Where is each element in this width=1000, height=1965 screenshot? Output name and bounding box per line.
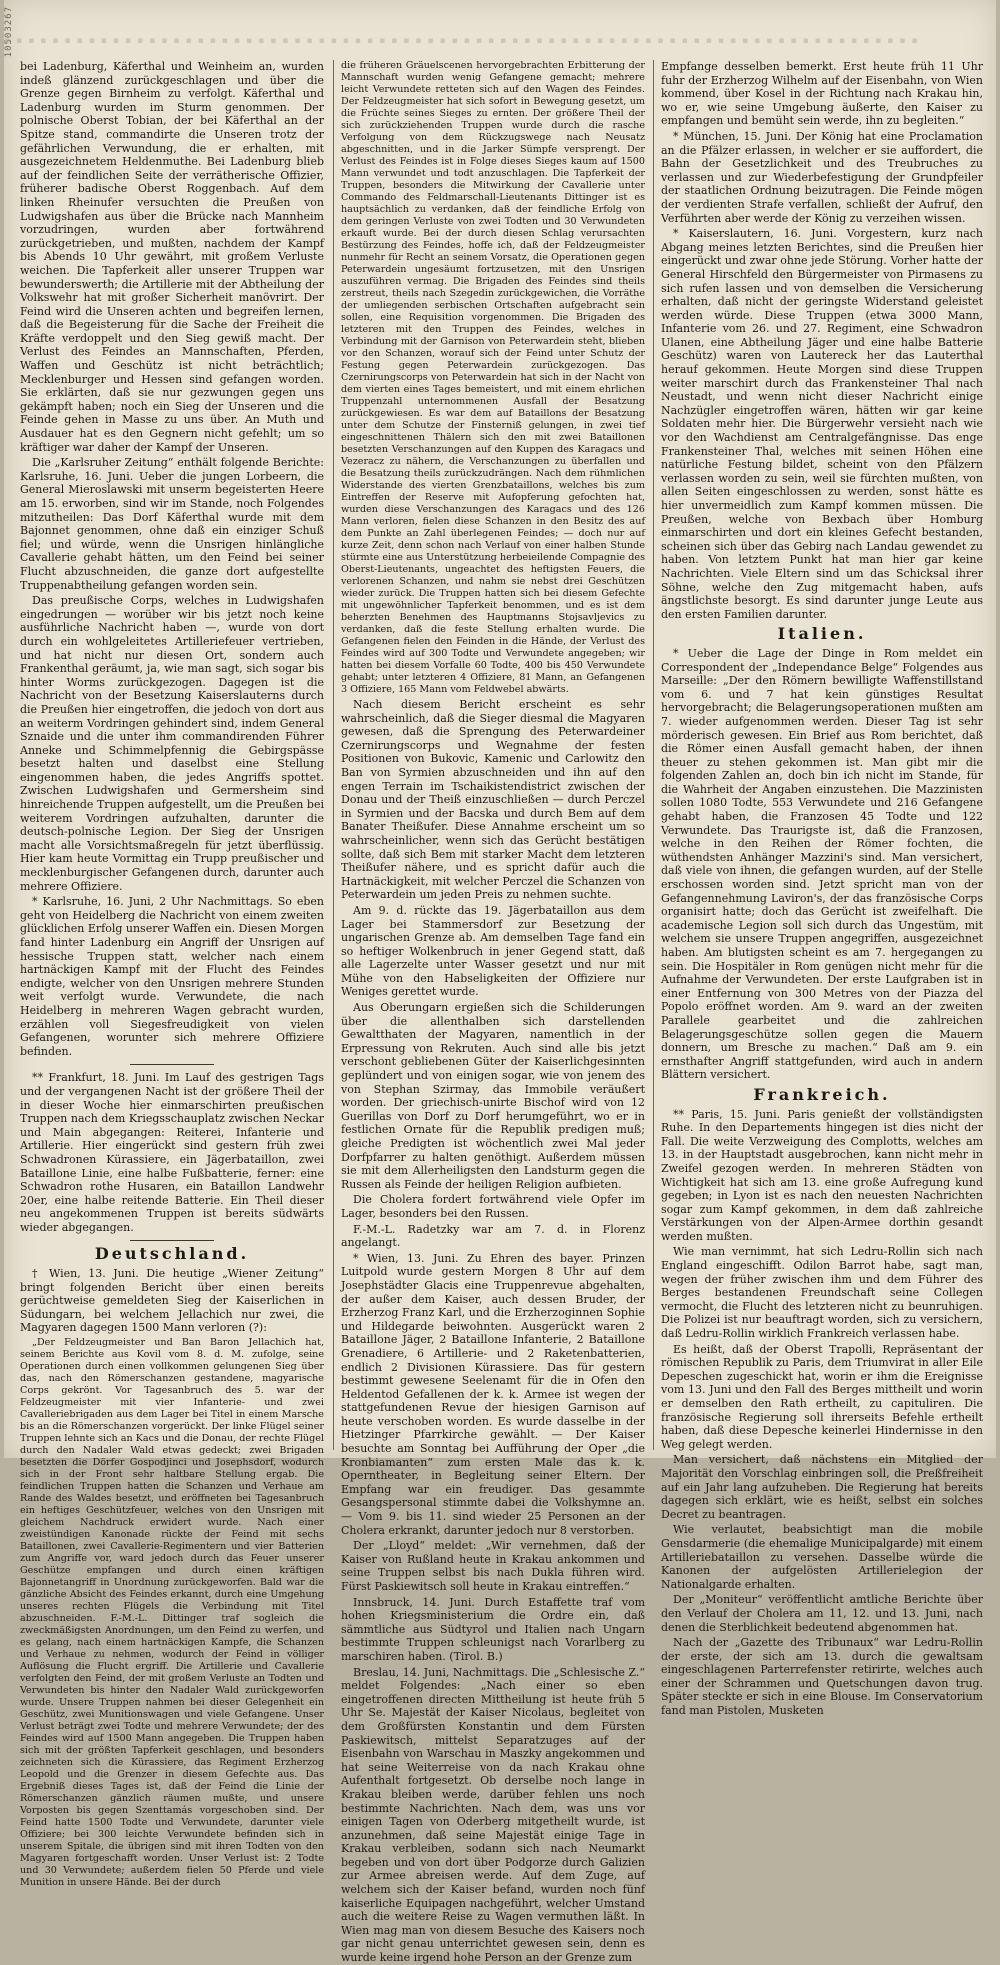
article-paragraph: * Kaiserslautern, 16. Juni. Vorgestern, kurz nach Abgang meines letzten Berichtes, sind die Preußen hier eingerückt und zwar ohne jede Störung. Vorher hatte der General Hirschfeld den Bürgermeister von Pirmasens zu sich rufen lassen und von demselben die Versicherung erhalten, daß nicht der geringste Widerstand geleistet werden würde. Diese Truppen (etwa 3000 Mann, Infanterie vom 26. und 27. Regiment, eine Schwadron Ulanen, eine Abtheilung Jäger und eine halbe Batterie Geschütz) waren von Lautereck her das Lauterthal herauf gekommen. Heute Morgen sind diese Truppen weiter marschirt durch das Frankensteiner Thal nach Neustadt, und wenn nicht dieser Nachricht einige Nachzügler eingetroffen wären, hätten wir gar keine Soldaten mehr hier. Die Bürgerwehr versieht nach wie vor den Wachdienst am Centralgefängnisse. Das enge Frankensteiner Thal, welches mit seinen Höhen eine natürliche Festung bildet, scheint von den Pfälzern verlassen worden zu sein, weil sie fürchten mußten, von allen Seiten eingeschlossen zu werden, sonst hätte es hier unvermeidlich zum Kampf kommen müssen. Die Preußen, welche von Bexbach über Homburg einmarschirten und dort ein kleines Gefecht bestanden, scheinen sich über das Gebirg nach Landau gewendet zu haben. Von letztem Punkt hat man hier gar keine Nachrichten. Viele Eltern sind um das Schicksal ihrer Söhne, welche den Zug mitgemacht haben, aufs ängstlichste besorgt. Es sind darunter junge Leute aus den ersten Familien darunter. — [661, 227, 983, 621]
article-separator — [130, 1064, 214, 1065]
article-paragraph: * Ueber die Lage der Dinge in Rom meldet ein Correspondent der „Independance Belge“ Folgendes aus Marseille: „Der den Römern bewilligte Waffenstillstand vom 6. und 7 hat kein günstiges Resultat hervorgebracht; die Belagerungsoperationen mußten am 7. wieder aufgenommen werden. Dieser Tag ist sehr mörderisch gewesen. Ein Brief aus Rom berichtet, daß die Römer einen Ausfall gemacht haben, der ihnen theuer zu stehen gekommen ist. Man gibt mir die folgenden Zahlen an, doch bin ich nicht im Stande, für die Wahrheit der Angaben einzustehen. Die Mazzinisten sollen 1080 Todte, 553 Verwundete und 216 Gefangene gehabt haben, die Franzosen 45 Todte und 122 Verwundete. Das Traurigste ist, daß die Franzosen, welche in den Reihen der Römer fochten, die wüthendsten Anhänger Mazzini's sind. Man versichert, daß viele von ihnen, die gefangen wurden, auf der Stelle erschossen worden sind. Jetzt spricht man von der Gefangennehmung Laviron's, der das französische Corps organisirt hatte; doch das Gerücht ist zweifelhaft. Die academische Legion soll sich durch das Ungestüm, mit welchem sie unsere Truppen angegriffen, ausgezeichnet haben. Am blutigsten scheint es am 7. hergegangen zu sein. Die Hospitäler in Rom genügen nicht mehr für die Aufnahme der Verwundeten. Der erste Laufgraben ist in einer Entfernung von 300 Metres von der Piazza del Popolo eröffnet worden. Am 9. ward an der zweiten Parallele gearbeitet und die zahlreichen Belagerungsgeschütze sollen gegen die Mauern donnern, um Bresche zu machen.“ Daß am 9. ein ernsthafter Angriff stattgefunden, wird auch in andern Blättern versichert. — [661, 646, 983, 1082]
section-heading: Frankreich. — [753, 1084, 891, 1104]
bleed-through-header: ▪▪▪▪▪▪▪▪▪▪▪▪▪▪▪▪▪▪▪▪▪▪▪▪▪▪▪▪▪▪▪▪▪▪▪▪▪▪▪▪▪▪▪▪▪▪▪▪▪▪▪▪▪▪▪▪▪▪▪▪▪▪▪▪▪▪▪▪▪▪▪▪▪▪▪▪ — [4, 36, 924, 46]
article-paragraph: Breslau, 14. Juni, Nachmittags. Die „Schlesische Z.“ meldet Folgendes: „Nach einer so eben eingetroffenen directen Mittheilung ist heute früh 5 Uhr Se. Majestät der Kaiser Nicolaus, begleitet von dem Großfürsten Konstantin und dem Fürsten Paskiewitsch, mittelst Separatzuges auf der Eisenbahn von Warschau in Maszky angekommen und hat seine Weiterreise von da nach Krakau ohne Aufenthalt fortgesetzt. Ob derselbe noch lange in Krakau bleiben werde, darüber fehlen uns noch bestimmte Nachrichten. Nach dem, was uns vor einigen Tagen von Oderberg mitgetheilt wurde, ist anzunehmen, daß seine Majestät einige Tage in Krakau verbleiben, sodann sich nach Neumarkt begeben und von dort über Podgorze durch Galizien zur Armee abreisen werde. Auf dem Zuge, auf welchem sich der Kaiser befand, wurden noch fünf kaiserliche Equipagen nachgeführt, welcher Umstand auch die weitere Reise zu Wagen vermuthen läßt. In Wien mag man von diesem Besuche des Kaisers noch gar nicht genau unterrichtet gewesen sein, denn es wurde keine irgend hohe Person an der Grenze zum — [341, 1665, 645, 1965]
section-heading: Italien. — [777, 624, 867, 644]
article-paragraph: ** Paris, 15. Juni. Paris genießt der vollständigsten Ruhe. In den Departements hingegen ist dies nicht der Fall. Die weite Verzweigung des Complotts, welches am 13. in der Hauptstadt ausgebrochen, kann nicht mehr in Zweifel gezogen werden. In mehreren Städten von Wichtigkeit hat sich am 13. eine große Aufregung kund gegeben; in Lyon ist es nach den neuesten Nachrichten sogar zum Kampf gekommen, in dem daß zahlreiche Verstärkungen von der Alpen-Armee dorthin gesandt werden mußten. — [661, 1107, 983, 1243]
article-paragraph: * München, 15. Juni. Der König hat eine Proclamation an die Pfälzer erlassen, in welcher er sie auffordert, die Bahn der Gesetzlichkeit und des Treubruches zu verlassen und zur Wiederbefestigung der Grundpfeiler der staatlichen Ordnung beizutragen. Die Feinde mögen der verdienten Strafe verfallen, schließt der Aufruf, den Verführten aber werde der König zu verzeihen wissen. — [661, 129, 983, 225]
article-paragraph: Nach diesem Bericht erscheint es sehr wahrscheinlich, daß die Sieger diesmal die Magyaren gewesen, daß die Sprengung des Peterwardeiner Czernirungscorps und Wegnahme der festen Positionen von Bukovic, Kamenic und Carlowitz den Ban von Syrmien abzuschneiden und ihn auf den engen Terrain im Tschaikistendistrict zwischen der Donau und der Theiß einzuschließen — durch Perczel in Syrmien und der Bacska und durch Bem auf dem Banater Theißufer. Diese Annahme erscheint um so wahrscheinlicher, wenn sich das Gerücht bestätigen sollte, daß sich Bem mit starker Macht dem letzteren Theißufer nähere, und es spricht dafür auch die Hartnäckigkeit, mit welcher Perczel die Schanzen von Peterwardein um jeden Preis zu nehmen suchte. — [341, 698, 645, 902]
article-paragraph: Aus Oberungarn ergießen sich die Schilderungen über die allenthalben sich darstellenden Gewaltthaten der Magyaren, namentlich in der Erpressung von Rekruten. Auch sind alle bis jetzt verschont gebliebenen Güter der Kaiserlichgesinnten geplündert und von einigen sogar, wie von jenem des von Stephan Szirmay, das Immobile veräußert worden. Der griechisch-unirte Bischof wird von 12 Guerillas von Dorf zu Dorf herumgeführt, wo er in festlichen Ornate für die Republik predigen muß; gleiche Predigten ist wöchentlich zwei Mal jeder Dorfpfarrer zu halten genöthigt. Außerdem müssen sie mit dem Allerheiligsten den Landsturm gegen die Russen als Feinde der heiligen Religion aufbieten. — [341, 1001, 645, 1191]
article-separator — [130, 1240, 214, 1241]
article-paragraph: Es heißt, daß der Oberst Trapolli, Repräsentant der römischen Republik zu Paris, dem Triumvirat in aller Eile Depeschen zugeschickt hat, worin er ihm die Ereignisse vom 13. Juni und den Fall des Berges mittheilt und worin er demselben den Rath ertheilt, zu capituliren. Die französische Regierung soll ihrerseits Befehle ertheilt haben, daß diese Depesche keinerlei Hindernisse in den Weg gelegt werden. — [661, 1342, 983, 1451]
article-paragraph: Nach der „Gazette des Tribunaux“ war Ledru-Rollin der erste, der sich am 13. durch die gewaltsam eingeschlagenen Parterrefenster retirirte, welches auch einer der Schrammen und Quetschungen davon trug. Später steckte er sich in eine Blouse. Im Conservatorium fand man Pistolen, Musketen — [661, 1636, 983, 1718]
column-rule — [333, 60, 334, 1450]
article-paragraph: Wie verlautet, beabsichtigt man die mobile Gensdarmerie (die ehemalige Municipalgarde) mit einem Artilleriebataillon zu versehen. Dasselbe würde die Kanonen der aufgelösten Artillerielegion der Nationalgarde erhalten. — [661, 1523, 983, 1591]
article-paragraph: * Karlsruhe, 16. Juni, 2 Uhr Nachmittags. So eben geht von Heidelberg die Nachricht von einem zweiten glücklichen Erfolg unserer Waffen ein. Diesen Morgen fand hinter Ladenburg ein Angriff der Unsrigen auf hessische Truppen statt, welcher nach einem hartnäckigen Kampf mit der Flucht des Feindes endigte, welcher von den Unsrigen mehrere Stunden weit verfolgt wurde. Verwundete, die nach Heidelberg in mehreren Wagen gebracht wurden, erzählen voll Siegesfreudigkeit von vielen Gefangenen, worunter sich mehrere Offiziere befinden. — [20, 895, 325, 1058]
article-paragraph: Der „Lloyd“ meldet: „Wir vernehmen, daß der Kaiser von Rußland heute in Krakau ankommen und seine Truppen selbst bis nach Dukla führen wird. Fürst Paskiewitsch soll heute in Krakau eintreffen.“ — [341, 1539, 645, 1593]
article-paragraph: F.-M.-L. Radetzky war am 7. d. in Florenz angelangt. — [341, 1222, 645, 1250]
article-paragraph: Die „Karlsruher Zeitung“ enthält folgende Berichte: Karlsruhe, 16. Juni. Ueber die jungen Lorbeern, die General Mieroslawski mit unserm begeisterten Heere am 15. erworben, sind wir im Stande, noch Folgendes mitzutheilen: Das Dorf Käferthal wurde mit dem Bajonnet genommen, ohne daß ein einziger Schuß fiel; und würde, wenn die Unsrigen hinlängliche Cavallerie gehabt hätten, um den Feind bei seiner Flucht abzuschneiden, die ganze dort aufgestellte Truppenabtheilung gefangen worden sein. — [20, 456, 324, 592]
article-paragraph: „Der Feldzeugmeister und Ban Baron Jellachich hat, seinem Berichte aus Kovil vom 8. d. M. zufolge, seine Operationen durch einen vollkommen gelungenen Sieg über das, nach den Römerschanzen gestandene, magyarische Corps gekrönt. Vor Tagesanbruch des 5. war der Feldzeugmeister mit vier Infanterie- und zwei Cavalleriebrigaden aus dem Lager bei Titel in einem Marsche bis an die Römerschanzen vorgerückt. Der linke Flügel seiner Truppen lehnte sich an Kacs und die Donau, der rechte Flügel durch den Nadaler Wald etwas gedeckt; zwei Brigaden besetzten die Dörfer Gospodjinci und Josephsdorf, wodurch sich in der Front sehr haltbare Stellung ergab. Die feindlichen Truppen hatten die Schanzen und Verhaue am Rande des Waldes besetzt, und eröffneten bei Tagesanbruch ein heftiges Geschützfeuer, welches von den Unsrigen mit gleichem Nachdruck erwidert wurde. Nach einer zweistündigen Kanonade rückte der Feind mit sechs Bataillonen, zwei Cavallerie-Regimentern und vier Batterien zum Angriffe vor, ward jedoch durch das Feuer unserer Geschütze empfangen und durch einen kräftigen Bajonnetangriff in Unordnung zurückgeworfen. Bald war die gänzliche Absicht des Feindes erkannt, durch eine Umgehung unseres rechten Flügels die Verbindung mit Titel abzuschneiden. F.-M.-L. Dittinger traf sogleich die zweckmäßigsten Anordnungen, um den Feind zu werfen, und es gelang, nach einem hartnäckigen Kampfe, die Schanzen und Verhaue zu nehmen, wodurch der Feind in völliger Auflösung die Flucht ergriff. Die Artillerie und Cavallerie verfolgten den Feind, der mit großem Verluste an Todten und Verwundeten bis hinter den Nadaler Wald zurückgeworfen wurde. Unsere Truppen nahmen bei dieser Gelegenheit ein Geschütz, zwei Munitionswagen und viele Gefangene. Unser Verlust beträgt zwei Todte und mehrere Verwundete; der des Feindes wird auf 1500 Mann angegeben. Die Truppen haben sich mit der größten Tapferkeit geschlagen, und besonders zeichneten sich die Kürassiere, das Regiment Erzherzog Leopold und die Grenzer in diesem Gefechte aus. Das Ergebniß dieses Tages ist, daß der Feind die Linie der Römerschanzen gänzlich räumen mußte, und unsere Vorposten bis gegen Szenttamás vorgeschoben sind. Der Feind hatte 1500 Todte und Verwundete, darunter viele Offiziere; bei 300 leichte Verwundete befinden sich in unserem Spitale, die übrigen sind mit ihren Todten von den Magyaren fortgeschafft worden. Unser Verlust ist: 2 Todte und 30 Verwundete; außerdem fielen 50 Pferde und viele Munition in unsere Hände. Bei der durch — [20, 1337, 324, 1889]
archive-id: 10503267 — [4, 6, 14, 58]
article-paragraph: Das preußische Corps, welches in Ludwigshafen eingedrungen — worüber wir bis jetzt noch keine ausführliche Nachricht haben —, wurde von dort durch ein wohlgeleitetes Artilleriefeuer vertrieben, und hat nicht nur diesen Ort, sondern auch Frankenthal geräumt, ja, wie man sagt, sich sogar bis hinter Worms zurückgezogen. Dagegen ist die Nachricht von der Besetzung Kaiserslauterns durch die Preußen hier eingetroffen, die jedoch von dort aus an weiterm Vordringen gehindert sind, indem General Sznaide und die unter ihm commandirenden Führer Anneke und Schimmelpfennig die Gebirgspässe besetzt halten und daselbst eine Stellung eingenommen haben, die jedes Angriffs spottet. Zwischen Ludwigshafen und Germersheim sind hinreichende Truppen aufgestellt, um die Preußen bei weiterem Vordringen aufzuhalten, darunter die deutsch-polnische Legion. Der Sieg der Unsrigen macht alle Vorsichtsmaßregeln für jetzt überflüssig. Hier kam heute Vormittag ein Trupp preußischer und mecklenburgischer Gefangenen durch, darunter auch mehrere Offiziere. — [20, 594, 324, 893]
article-paragraph: die früheren Gräuelscenen hervorgebrachten Erbitterung der Mannschaft wurden wenig Gefangene gemacht; mehrere leicht Verwundete retteten sich auf den Wagen des Feindes. Der Feldzeugmeister hat sich sofort in Bewegung gesetzt, um die Früchte seines Sieges zu ernten. Der größere Theil der sich zurückziehenden Truppen wurde durch die rasche Verfolgung von dem Rückzugswege nach Neusatz abgeschnitten, und in die Jarker Sümpfe versprengt. Der Verlust des Feindes ist in Folge dieses Sieges kaum auf 1500 Mann verwundet und todt anzuschlagen. Die Tapferkeit der Truppen, besonders die Mitwirkung der Cavallerie unter Commando des Feldmarschall-Lieutenants Dittinger ist es hauptsächlich zu verdanken, daß der feindliche Erfolg von dem geringen Verluste von zwei Todten und 30 Verwundeten erkauft wurde. Bei der durch diesen Schlag verursachten Bestürzung des Feindes, hoffe ich, daß der Feldzeugmeister nunmehr für Recht an seinem Vorsatz, die Operationen gegen Peterwardein ungesäumt fortzusetzen, mit den Unsrigen auszuführen vermag. Die Brigaden des Feindes sind theils zerstreut, theils nach Szegedin zurückgewichen, die Vorräthe der umliegenden serbischen Ortschaften aufgebracht sein sollen, eine Requisition vorgenommen. Die Brigaden des letzteren mit den Truppen des Feindes, welches in Verbindung mit der Garnison von Peterwardein steht, blieben vor den Schanzen, worauf sich der Feind unter Schutz der Festung gegen Peterwardein zurückgezogen. Das Czernirungscorps von Peterwardein hat sich in der Nacht von dem vierten eines Tages bemeistert, und mit einem ehrlichen Truppenzahl unternommenen Ausfall der Besatzung zurückgewiesen. Es war dem auf Bataillons der Besatzung unter dem Schutze der Finsterniß gelungen, in zwei tief eingeschnittenen Thälern sich den mit zwei Bataillonen besetzten Verschanzungen auf den Kuppen des Karagacs und Vezeracz zu nähern, die Verschanzungen zu überfallen und die Besatzung theils zurückzudrängen. Nach dem rühmlichen Widerstande des vierten Grenzbataillons, welches bis zum Eintreffen der Reserve mit Aufopferung gefochten hat, wurden diese Verschanzungen des Karagacs und des 126 Mann verloren, fielen diese Schanzen in den Besitz des auf dem Punkte an Zahl überlegenen Feindes; — doch nur auf kurze Zeit, denn schon nach Verlauf von einer halben Stunde stürmte eine aus Unterstützung herbeieilende Compagnie des Oberst-Lieutenants, ungeachtet des heftigsten Feuers, die verlorenen Schanzen, und nahm sie nebst drei Geschützen wieder zurück. Die Truppen hatten sich bei diesem Gefechte mit ungewöhnlicher Tapferkeit benommen, und es ist dem beherzten Benehmen des Hauptmanns Stojsavljevics zu verdanken, daß die feste Stellung erhalten wurde. Die Gefangenen fielen den Feinden in die Hände, der Verlust des Feindes wird auf 300 Todte und Verwundete angegeben; wir hatten bei diesem Vorfalle 60 Todte, 400 bis 450 Verwundete gehabt; unter letzteren 4 Offiziere, 81 Mann, an Gefangenen 3 Offiziere, 165 Mann vom Feldwebel abwärts. — [341, 60, 645, 695]
column-3 — [661, 60, 983, 1718]
article-paragraph: Am 9. d. rückte das 19. Jägerbataillon aus dem Lager bei Stammersdorf zur Besetzung der ungarischen Grenze ab. Am demselben Tage fand ein so heftiger Wolkenbruch in jener Gegend statt, daß alle Lagerzelte unter Wasser gesetzt und nur mit Mühe von den Habseligkeiten der Offiziere nur Weniges gerettet wurde. — [341, 903, 645, 999]
article-paragraph: * Wien, 13. Juni. Zu Ehren des bayer. Prinzen Luitpold wurde gestern Morgen 8 Uhr auf dem Josephstädter Glacis eine Truppenrevue abgehalten, der außer dem Kaiser, auch dessen Bruder, der Erzherzog Franz Karl, und die Erzherzoginnen Sophie und Hildegarde beiwohnten. Ausgerückt waren 2 Bataillone Jäger, 2 Bataillone Infanterie, 2 Bataillone Grenadiere, 6 Artillerie- und 2 Raketenbatterien, endlich 2 Divisionen Kürassiere. Das für gestern bestimmt gewesene Seelenamt für die in Ofen den Heldentod Gefallenen der k. k. Armee ist wegen der stattgefundenen Revue der hiesigen Garnison auf heute verschoben worden. Es wurde dasselbe in der Hietzinger Pfarrkirche gewählt. — Der Kaiser besuchte am Sonntag bei Aufführung der Oper „die Kronbiamanten“ zum ersten Male das k. k. Operntheater, in Begleitung seiner Eltern. Der Empfang war ein freudiger. Das gesammte Gesangspersonal stimmte dabei die Volkshymne an. — Vom 9. bis 11. sind wieder 25 Personen an der Cholera erkrankt, darunter jedoch nur 8 verstorben. — [341, 1251, 645, 1537]
article-paragraph: Innsbruck, 14. Juni. Durch Estaffette traf vom hohen Kriegsministerium die Ordre ein, daß sämmtliche aus Südtyrol und Italien nach Ungarn bestimmte Truppen schleunigst nach Vorarlberg zu marschiren haben. (Tirol. B.) — [341, 1595, 645, 1663]
column-rule — [653, 60, 654, 1450]
newspaper-page — [4, 0, 996, 1965]
article-paragraph: † Wien, 13. Juni. Die heutige „Wiener Zeitung“ bringt folgenden Bericht über einen bereits gerüchtweise gemeldeten Sieg der Kaiserlichen in Südungarn, bei welchem Jellachich nur zwei, die Magyaren dagegen 1500 Mann verloren (?): — [20, 1267, 324, 1335]
article-paragraph: Man versichert, daß nächstens ein Mitglied der Majorität den Vorschlag einbringen soll, die Preßfreiheit auf ein Jahr lang aufzuheben. Die Regierung hat bereits dagegen sich erklärt, wie es heißt, selbst ein solches Decret zu beantragen. — [661, 1453, 983, 1521]
section-heading: Deutschland. — [94, 1244, 250, 1264]
article-paragraph: Empfange desselben bemerkt. Erst heute früh 11 Uhr fuhr der Erzherzog Wilhelm auf der Eisenbahn, von Wien kommend, über Kosel in der Richtung nach Krakau hin, wo er, wie seine Umgebung äußerte, den Kaiser zu empfangen und bemüht sein werde, ihn zu begleiten.“ — [661, 60, 983, 128]
column-2 — [341, 60, 645, 1965]
article-paragraph: ** Frankfurt, 18. Juni. Im Lauf des gestrigen Tags und der vergangenen Nacht ist der größere Theil der in dieser Woche hier einmarschirten preußischen Truppen nach dem Kriegsschauplatz zwischen Neckar und Main abgegangen: Reiterei, Infanterie und Artillerie. Hier eingerückt sind gestern früh zwei Schwadronen Kürassiere, ein Jägerbataillon, zwei Bataillone Linie, eine halbe Fußbatterie, ferner: eine Schwadron rothe Husaren, ein Bataillon Landwehr 20er, eine halbe reitende Batterie. Ein Theil dieser neu angekommenen Truppen ist bereits südwärts wieder abgegangen. — [20, 1071, 324, 1234]
article-paragraph: Wie man vernimmt, hat sich Ledru-Rollin sich nach England eingeschifft. Odilon Barrot habe, sagt man, wegen der früher zwischen ihm und dem Führer des Berges bestandenen Freundschaft seine Collegen vermocht, die Flucht des letzteren nicht zu beunruhigen. Die Polizei ist nur beauftragt worden, sich zu versichern, daß Ledru-Rollin wirklich Frankreich verlassen habe. — [661, 1245, 983, 1341]
article-paragraph: Der „Moniteur“ veröffentlicht amtliche Berichte über den Verlauf der Cholera am 11, 12. und 13. Juni, nach denen die Sterblichkeit bedeutend abgenommen hat. — [661, 1593, 983, 1634]
article-paragraph: Die Cholera fordert fortwährend viele Opfer im Lager, besonders bei den Russen. — [341, 1193, 645, 1220]
article-paragraph: bei Ladenburg, Käferthal und Weinheim an, wurden indeß glänzend zurückgeschlagen und über die Grenze gegen Birnheim zu verfolgt. Käferthal und Ladenburg wurden im Sturm genommen. Der polnische Oberst Tobian, der bei Käferthal an der Spitze stand, commandirte die Unseren trotz der gefährlichen Verwundung, die er erhalten, mit ausgezeichnetem Heldenmuthe. Bei Ladenburg blieb auf der feindlichen Seite der verrätherische Offizier, früherer badische Oberst Roggenbach. Auf dem linken Rheinufer versuchten die Preußen von Ludwigshafen aus über die Brücke nach Mannheim vorzudringen, wurden aber fortwährend zurückgetrieben, und mußten, nachdem der Kampf bis Abends 10 Uhr gewährt, mit großem Verluste weichen. Die Tapferkeit aller unserer Truppen war bewunderswerth; die Artillerie mit der Abtheilung der Volkswehr hat mit großer Sicherheit manövrirt. Der Feind wird die Unseren achten und begreifen lernen, daß die Begeisterung für die Sache der Freiheit die Kräfte verdoppelt und den Sieg gewiß macht. Der Verlust des Feindes an Mannschaften, Pferden, Waffen und Geschütz ist nicht beträchtlich; Mecklenburger und Hessen sind gefangen worden. Sie erklärten, daß sie nur gezwungen gegen uns gekämpft haben; noch ein Sieg der Unseren und die Feinde gehen in Masse zu uns über. An Muth und Ausdauer hat es den Gegnern nicht gefehlt; um so kräftiger war daher der Kampf der Unseren. — [20, 60, 324, 454]
column-1 — [20, 60, 325, 1889]
